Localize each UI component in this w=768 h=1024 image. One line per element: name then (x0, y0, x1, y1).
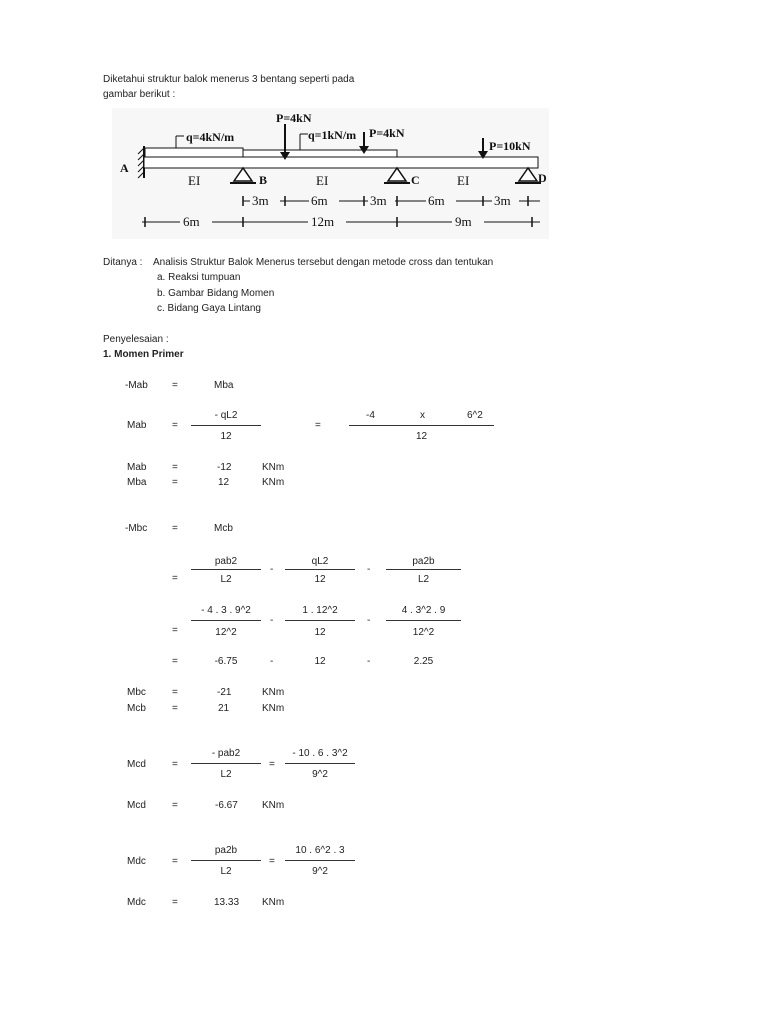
ab-r2-eq: = (172, 477, 178, 488)
ab-frac1-num: - qL2 (214, 410, 238, 421)
ei-label-cd: EI (457, 173, 470, 188)
question-item-c: c. Bidang Gaya Lintang (157, 303, 261, 314)
ab-r1-eq: = (172, 462, 178, 473)
ab-rhs: Mba (214, 380, 234, 391)
load-p3-label: P=10kN (489, 139, 531, 153)
bc-v3: 2.25 (413, 656, 434, 667)
node-c-label: C (411, 173, 420, 187)
ab-r1-unit: KNm (262, 462, 285, 473)
cd-eq-2: = (269, 759, 275, 770)
cd-f-den: L2 (220, 769, 232, 780)
ab-eq-3: = (315, 420, 321, 431)
ab-frac2-num-b: x (420, 410, 425, 421)
dc-f-num: pa2b (214, 845, 238, 856)
cd-f-bar (191, 763, 261, 764)
dc-f-den: L2 (220, 866, 232, 877)
node-a-label: A (120, 161, 129, 175)
bc-f1-bar (191, 569, 261, 570)
ab-r1-value: -12 (217, 462, 232, 473)
question-label: Ditanya : (103, 257, 143, 268)
beam-figure (112, 108, 549, 239)
bc-v1: -6.75 (214, 656, 238, 667)
distributed-load-2 (243, 150, 397, 157)
dc-g-num: 10 . 6^2 . 3 (295, 845, 345, 856)
dim-upper-4: 6m (428, 193, 445, 208)
dc-eq-2: = (269, 856, 275, 867)
bc-minus-1: - (270, 564, 274, 575)
ab-eq-2: = (172, 420, 178, 431)
bc-g2-bar (285, 620, 355, 621)
cd-r-unit: KNm (262, 800, 285, 811)
ab-eq: = (172, 380, 178, 391)
solution-label: Penyelesaian : (103, 334, 169, 345)
bc-f3-den: L2 (417, 574, 430, 585)
bc-eq: = (172, 523, 178, 534)
bc-v2: 12 (314, 656, 326, 667)
ab-frac1-den: 12 (220, 431, 232, 442)
dc-g-bar (285, 860, 355, 861)
ei-label-bc: EI (316, 173, 329, 188)
bc-r2-eq: = (172, 703, 178, 714)
bc-eq-4: = (172, 656, 178, 667)
bc-r2-label: Mcb (127, 703, 146, 714)
distributed-load-1 (145, 148, 243, 157)
bc-minus-6: - (367, 656, 371, 667)
bc-r1-value: -21 (217, 687, 232, 698)
beam-diagram (112, 108, 549, 239)
question-text: Analisis Struktur Balok Menerus tersebut dengan metode cross dan tentukan (153, 257, 494, 268)
bc-r1-eq: = (172, 687, 178, 698)
dc-r-unit: KNm (262, 897, 285, 908)
bc-minus-4: - (367, 615, 371, 626)
dc-r-label: Mdc (127, 897, 146, 908)
bc-eq-2: = (172, 573, 178, 584)
bc-r1-unit: KNm (262, 687, 285, 698)
cd-g-bar (285, 763, 355, 764)
dc-g-den: 9^2 (312, 866, 328, 877)
cd-r-label: Mcd (127, 800, 146, 811)
dim-lower-2: 12m (311, 214, 335, 229)
dim-lower-1: 6m (183, 214, 200, 229)
cd-label: Mcd (127, 759, 146, 770)
ab-frac2-bar (349, 425, 494, 426)
bc-g3-den: 12^2 (412, 627, 435, 638)
bc-r2-value: 21 (218, 703, 230, 714)
ab-frac2-num-a: -4 (366, 410, 375, 421)
cd-r-eq: = (172, 800, 178, 811)
beam (144, 157, 538, 168)
cd-eq: = (172, 759, 178, 770)
cd-r-value: -6.67 (215, 800, 238, 811)
bc-lhs: -Mbc (125, 523, 148, 534)
bc-r1-label: Mbc (127, 687, 146, 698)
bc-g1-den: 12^2 (215, 627, 237, 638)
bc-minus-5: - (270, 656, 274, 667)
dc-r-value: 13.33 (214, 897, 240, 908)
bc-g2-den: 12 (314, 627, 326, 638)
dc-eq: = (172, 856, 178, 867)
bc-f3-num: pa2b (412, 556, 435, 567)
question-item-a: a. Reaksi tumpuan (157, 272, 241, 283)
bc-g3-num: 4 . 3^2 . 9 (401, 605, 446, 616)
bc-rhs: Mcb (214, 523, 233, 534)
section-heading: 1. Momen Primer (103, 349, 184, 360)
ab-frac2-den: 12 (416, 431, 428, 442)
dc-f-bar (191, 860, 261, 861)
dim-upper-5: 3m (494, 193, 511, 208)
ab-r2-label: Mba (127, 477, 147, 488)
dim-upper-3: 3m (370, 193, 387, 208)
ab-r1-label: Mab (127, 462, 147, 473)
bc-f2-num: qL2 (311, 556, 329, 567)
node-d-label: D (538, 171, 547, 185)
bc-f3-bar (386, 569, 461, 570)
load-q1-label: q=4kN/m (186, 130, 235, 144)
dim-upper-2: 6m (311, 193, 328, 208)
bc-f2-bar (285, 569, 355, 570)
ab-r2-value: 12 (218, 477, 230, 488)
question-item-b: b. Gambar Bidang Momen (157, 288, 275, 299)
load-p2-label: P=4kN (369, 126, 405, 140)
node-b-label: B (259, 173, 268, 187)
dc-label: Mdc (127, 856, 146, 867)
bc-eq-3: = (172, 625, 178, 636)
bc-r2-unit: KNm (262, 703, 285, 714)
dc-r-eq: = (172, 897, 178, 908)
bc-g2-num: 1 . 12^2 (302, 605, 338, 616)
load-p1-label: P=4kN (276, 111, 312, 125)
bc-minus-2: - (367, 564, 371, 575)
load-q2-label: q=1kN/m (308, 128, 357, 142)
intro-line-2: gambar berikut : (103, 89, 176, 100)
cd-f-num: - pab2 (211, 748, 241, 759)
cd-g-den: 9^2 (312, 769, 328, 780)
ab-r2-unit: KNm (262, 477, 285, 488)
bc-f1-num: pab2 (214, 556, 238, 567)
ab-lhs: -Mab (125, 380, 148, 391)
ab-frac2-num-c: 6^2 (467, 410, 483, 421)
bc-f1-den: L2 (220, 574, 232, 585)
ei-label-ab: EI (188, 173, 201, 188)
ab-mab: Mab (127, 420, 147, 431)
cd-g-num: - 10 . 6 . 3^2 (292, 748, 348, 759)
intro-line-1: Diketahui struktur balok menerus 3 bentang seperti pada (103, 74, 355, 85)
bc-g1-bar (191, 620, 261, 621)
bc-g3-bar (386, 620, 461, 621)
dim-upper-1: 3m (252, 193, 269, 208)
ab-frac1-bar (191, 425, 261, 426)
bc-f2-den: 12 (314, 574, 326, 585)
dim-lower-3: 9m (455, 214, 472, 229)
bc-minus-3: - (270, 615, 274, 626)
bc-g1-num: - 4 . 3 . 9^2 (201, 605, 251, 616)
